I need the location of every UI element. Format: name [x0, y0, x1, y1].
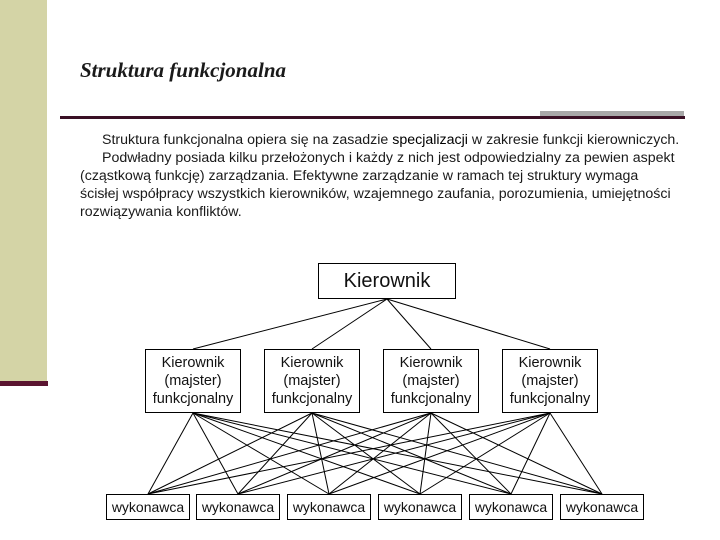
manager-to-worker-line: [148, 413, 550, 494]
manager-to-worker-line: [312, 413, 420, 494]
manager-to-worker-line: [238, 413, 431, 494]
worker-box: wykonawca: [196, 494, 280, 520]
manager-to-worker-line: [148, 413, 193, 494]
top-manager-box: Kierownik: [318, 263, 456, 299]
manager-to-worker-line: [193, 413, 329, 494]
top-to-manager-line: [387, 299, 431, 349]
functional-manager-box: Kierownik (majster) funkcjonalny: [264, 349, 360, 413]
manager-to-worker-line: [148, 413, 431, 494]
manager-to-worker-line: [238, 413, 550, 494]
paragraph-2: Podwładny posiada kilku przełożonych i każdy z nich jest odpowiedzialny za pewien aspekt (cząstkową funkcję) zarządzania. Efektywne zarządzanie w ramach tej struktury wymaga ścisłej współpracy wszystkich kierowników, wzajemnego zaufania, porozumienia, umiejętności rozwiązywania konfliktów.: [80, 150, 675, 220]
manager-to-worker-line: [193, 413, 602, 494]
paragraph-1-emphasis: specjalizacji: [392, 132, 468, 148]
functional-manager-box: Kierownik (majster) funkcjonalny: [145, 349, 241, 413]
manager-to-worker-line: [329, 413, 431, 494]
functional-manager-box: Kierownik (majster) funkcjonalny: [502, 349, 598, 413]
manager-to-worker-line: [148, 413, 312, 494]
worker-box: wykonawca: [287, 494, 371, 520]
top-to-manager-line: [387, 299, 550, 349]
manager-to-worker-line: [312, 413, 329, 494]
paragraph-1-end: w zakresie funkcji kierowniczych.: [467, 132, 680, 148]
manager-to-worker-line: [431, 413, 511, 494]
worker-box: wykonawca: [469, 494, 553, 520]
manager-to-worker-line: [193, 413, 238, 494]
top-to-manager-line: [193, 299, 387, 349]
slide-title: Struktura funkcjonalna: [80, 58, 287, 82]
functional-manager-box: Kierownik (majster) funkcjonalny: [383, 349, 479, 413]
manager-to-worker-line: [193, 413, 420, 494]
manager-to-worker-line: [193, 413, 511, 494]
top-to-manager-line: [312, 299, 387, 349]
manager-to-worker-line: [420, 413, 431, 494]
worker-box: wykonawca: [106, 494, 190, 520]
manager-to-worker-line: [238, 413, 312, 494]
paragraph-1-start: Struktura funkcjonalna opiera się na zasadzie: [102, 132, 393, 148]
manager-to-worker-line: [312, 413, 511, 494]
worker-box: wykonawca: [560, 494, 644, 520]
worker-box: wykonawca: [378, 494, 462, 520]
